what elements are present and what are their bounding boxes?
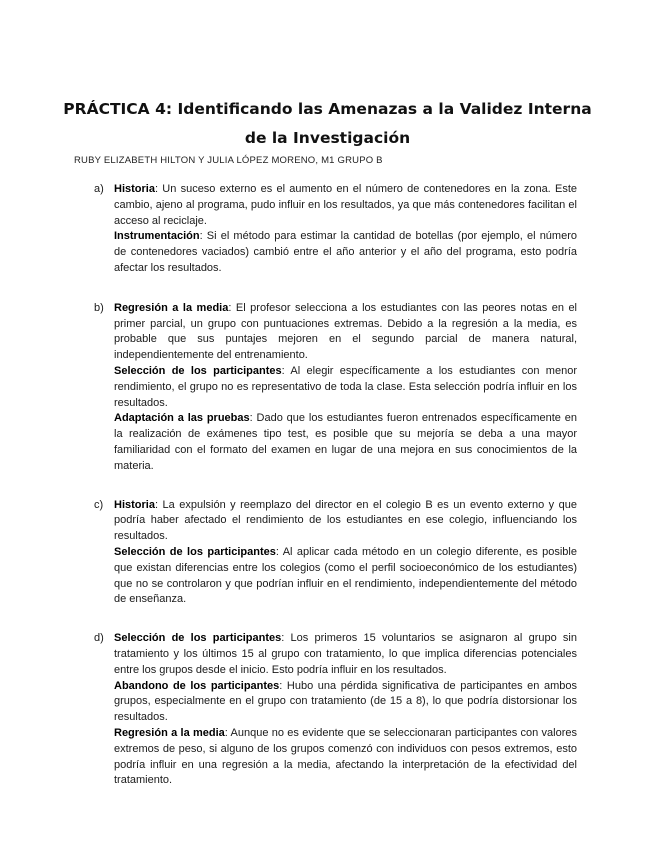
paragraph-text: : Los primeros 15 voluntarios se asignaron al grupo sin tratamiento y los últimos 15 al grupo con tratamiento, lo que implica diferencias potenciales entre los grupos desde el inicio. Esto podría influir en los resultados. (114, 632, 577, 676)
title-line-2: de la Investigación (244, 129, 411, 147)
threat-term: Selección de los participantes (114, 545, 276, 558)
threat-term: Historia (114, 183, 155, 195)
threat-term: Selección de los participantes (114, 364, 282, 377)
list-marker: a) (94, 183, 104, 195)
threat-term: Regresión a la media (114, 726, 225, 739)
threat-term: Historia (114, 498, 155, 511)
list-marker: d) (94, 632, 104, 645)
paragraph-text: : El profesor selecciona a los estudiantes con las peores notas en el primer parcial, un grupo con puntuaciones extremas. Debido a la regresión a la media, es probable que sus puntajes mejoren en el segundo parcial de manera natural, independientemente del entrenamiento. (114, 301, 578, 362)
paragraph (114, 498, 577, 545)
paragraph-text: : Un suceso externo es el aumento en el número de contenedores en la zona. Este cambio, ajeno al programa, pudo influir en los resultados, ya que más contenedores facilitan el acceso al reciclaje. (114, 183, 577, 227)
paragraph (114, 631, 577, 678)
paragraph-text: : Al elegir específicamente a los estudiantes con menor rendimiento, el grupo no es representativo de toda la clase. Esta selección podría influir en los resultados. (114, 364, 577, 409)
threat-term: Instrumentación (114, 230, 200, 243)
threat-term: Abandono de los participantes (114, 679, 280, 692)
paragraph (114, 182, 577, 229)
list-item-d (94, 631, 577, 789)
paragraph-text: : Si el método para estimar la cantidad de botellas (por ejemplo, el número de contenedores vaciados) cambió entre el año anterior y el año del programa, esto podría afectar los resultados. (114, 230, 577, 274)
paragraph-text: : Dado que los estudiantes fueron entrenados específicamente en la realización de exámenes tipo test, es posible que su mejoría se deba a una mayor familiaridad con el formato del examen en lugar de una mejora en sus conocimientos de la materia. (114, 412, 578, 472)
list-item-b (94, 301, 577, 475)
paragraph (114, 229, 577, 276)
paragraph-text: : Aunque no es evidente que se seleccionaran participantes con valores extremos de peso, si alguno de los grupos comenzó con individuos con pesos extremos, esto podría influir en una regresión a la media, afectando la interpretación de la efectividad del tratamiento. (114, 726, 577, 787)
threat-term: Selección de los participantes (114, 632, 282, 645)
paragraph (114, 679, 577, 726)
title-line-1: PRÁCTICA 4: Identificando las Amenazas a la Validez Interna (63, 100, 592, 118)
list-marker: b) (94, 301, 104, 314)
threat-term: Adaptación a las pruebas (114, 412, 250, 425)
list-item-a (94, 182, 577, 277)
list-item-c (94, 498, 577, 609)
paragraph (114, 301, 577, 364)
authors-line: RUBY ELIZABETH HILTON Y JULIA LÓPEZ MORENO, M1 GRUPO B (74, 155, 383, 166)
paragraph (114, 411, 577, 474)
paragraph-text: : La expulsión y reemplazo del director en el colegio B es un evento externo y que podría haber afectado el rendimiento de los estudiantes en ese colegio, influenciando los resultados. (114, 498, 577, 543)
paragraph-text: : Al aplicar cada método en un colegio diferente, es posible que existan diferencias entre los colegios (como el perfil socioeconómico de los estudiantes) que no se controlaron y que podrían influir en el rendimiento, independientemente del método de enseñanza. (114, 545, 577, 606)
paragraph (114, 545, 577, 608)
list-marker: c) (94, 498, 104, 511)
document-title (40, 95, 615, 153)
paragraph (114, 364, 577, 411)
threat-term: Regresión a la media (114, 301, 229, 314)
answer-list (94, 182, 577, 789)
paragraph (114, 726, 577, 789)
paragraph-text: : Hubo una pérdida significativa de participantes en ambos grupos, especialmente en el grupo con tratamiento (de 15 a 8), lo que podría distorsionar los resultados. (114, 679, 577, 724)
